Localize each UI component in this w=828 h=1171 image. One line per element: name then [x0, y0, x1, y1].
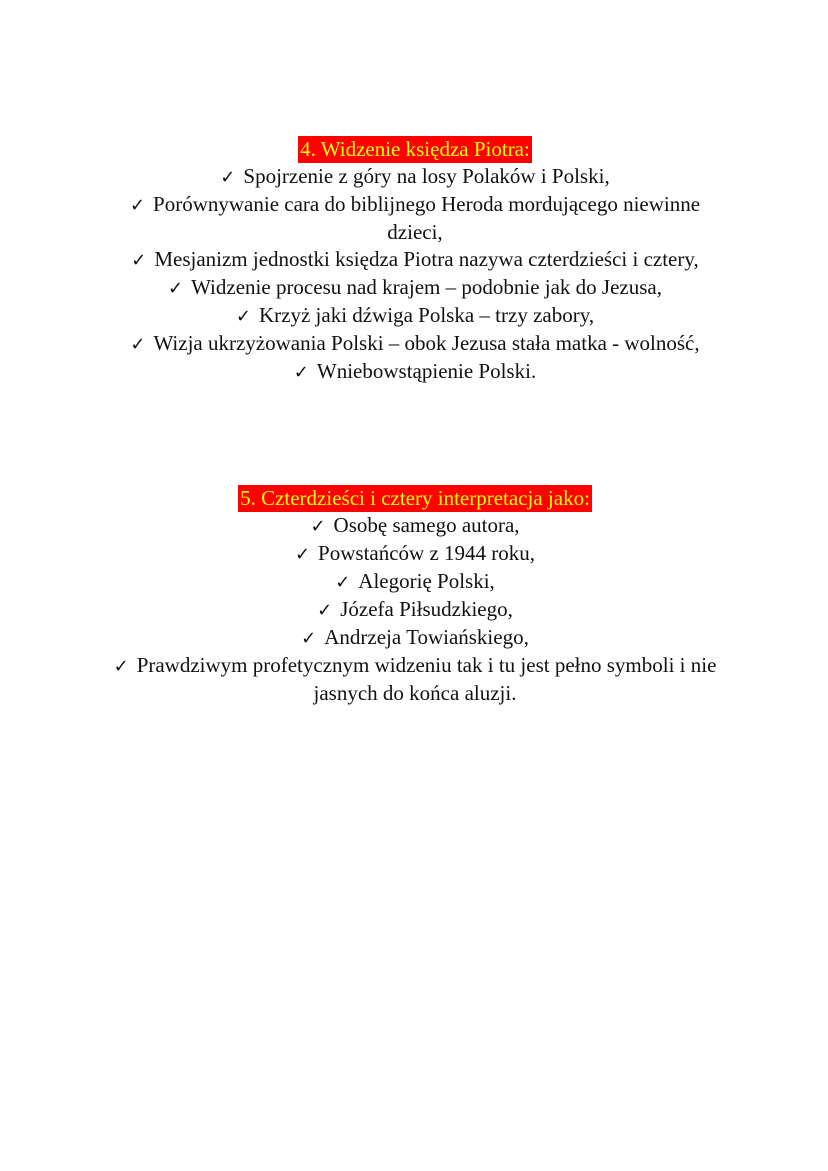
checkmark-icon: ✓: [294, 544, 311, 565]
list-item-text: Andrzeja Towiańskiego,: [324, 625, 529, 649]
checkmark-icon: ✓: [220, 167, 236, 188]
checkmark-icon: ✓: [113, 656, 129, 677]
list-item: [110, 302, 720, 330]
list-item-text: Wizja ukrzyżowania Polski – obok Jezusa stała matka - wolność,: [153, 331, 700, 355]
checkmark-icon: ✓: [130, 334, 146, 355]
list-item: [110, 624, 720, 652]
list-item-text: Osobę samego autora,: [333, 513, 520, 537]
list-item-text: Widzenie procesu nad krajem – podobnie jak do Jezusa,: [191, 275, 662, 299]
section-heading: 4. Widzenie księdza Piotra:: [300, 137, 530, 161]
checkmark-icon: ✓: [235, 306, 251, 327]
list-item: [110, 191, 720, 246]
section-interpretacja: [110, 485, 720, 707]
list-item-text: Wniebowstąpienie Polski.: [316, 359, 537, 383]
list-item-text: Józefa Piłsudzkiego,: [340, 597, 513, 621]
list-item: [110, 274, 720, 302]
item-list: [110, 163, 720, 386]
checkmark-icon: ✓: [131, 250, 147, 271]
list-item-text: Alegorię Polski,: [358, 569, 495, 593]
list-item-text: Prawdziwym profetycznym widzeniu tak i tu jest pełno symboli i nie jasnych do końca aluzji.: [136, 653, 717, 705]
list-item-text: Krzyż jaki dźwiga Polska – trzy zabory,: [258, 303, 595, 327]
checkmark-icon: ✓: [301, 628, 317, 649]
checkmark-icon: ✓: [335, 572, 351, 593]
checkmark-icon: ✓: [317, 600, 333, 621]
list-item: [110, 330, 720, 358]
checkmark-icon: ✓: [310, 516, 326, 537]
item-list: [110, 512, 720, 707]
list-item: [110, 568, 720, 596]
list-item-text: Powstańców z 1944 roku,: [318, 541, 536, 565]
checkmark-icon: ✓: [293, 362, 309, 383]
checkmark-icon: ✓: [129, 195, 146, 216]
list-item-text: Mesjanizm jednostki księdza Piotra nazywa czterdzieści i cztery,: [154, 247, 699, 271]
list-item: [110, 540, 720, 568]
section-widzenie-ksiedza-piotra: [110, 136, 720, 386]
list-item: [110, 163, 720, 191]
checkmark-icon: ✓: [167, 278, 184, 299]
list-item: [110, 512, 720, 540]
list-item: [110, 358, 720, 386]
list-item-text: Porównywanie cara do biblijnego Heroda mordującego niewinne dzieci,: [153, 192, 701, 244]
list-item: [110, 246, 720, 274]
section-heading: 5. Czterdzieści i cztery interpretacja jako:: [240, 486, 590, 510]
list-item: [110, 652, 720, 707]
list-item: [110, 596, 720, 624]
list-item-text: Spojrzenie z góry na losy Polaków i Polski,: [243, 164, 610, 188]
